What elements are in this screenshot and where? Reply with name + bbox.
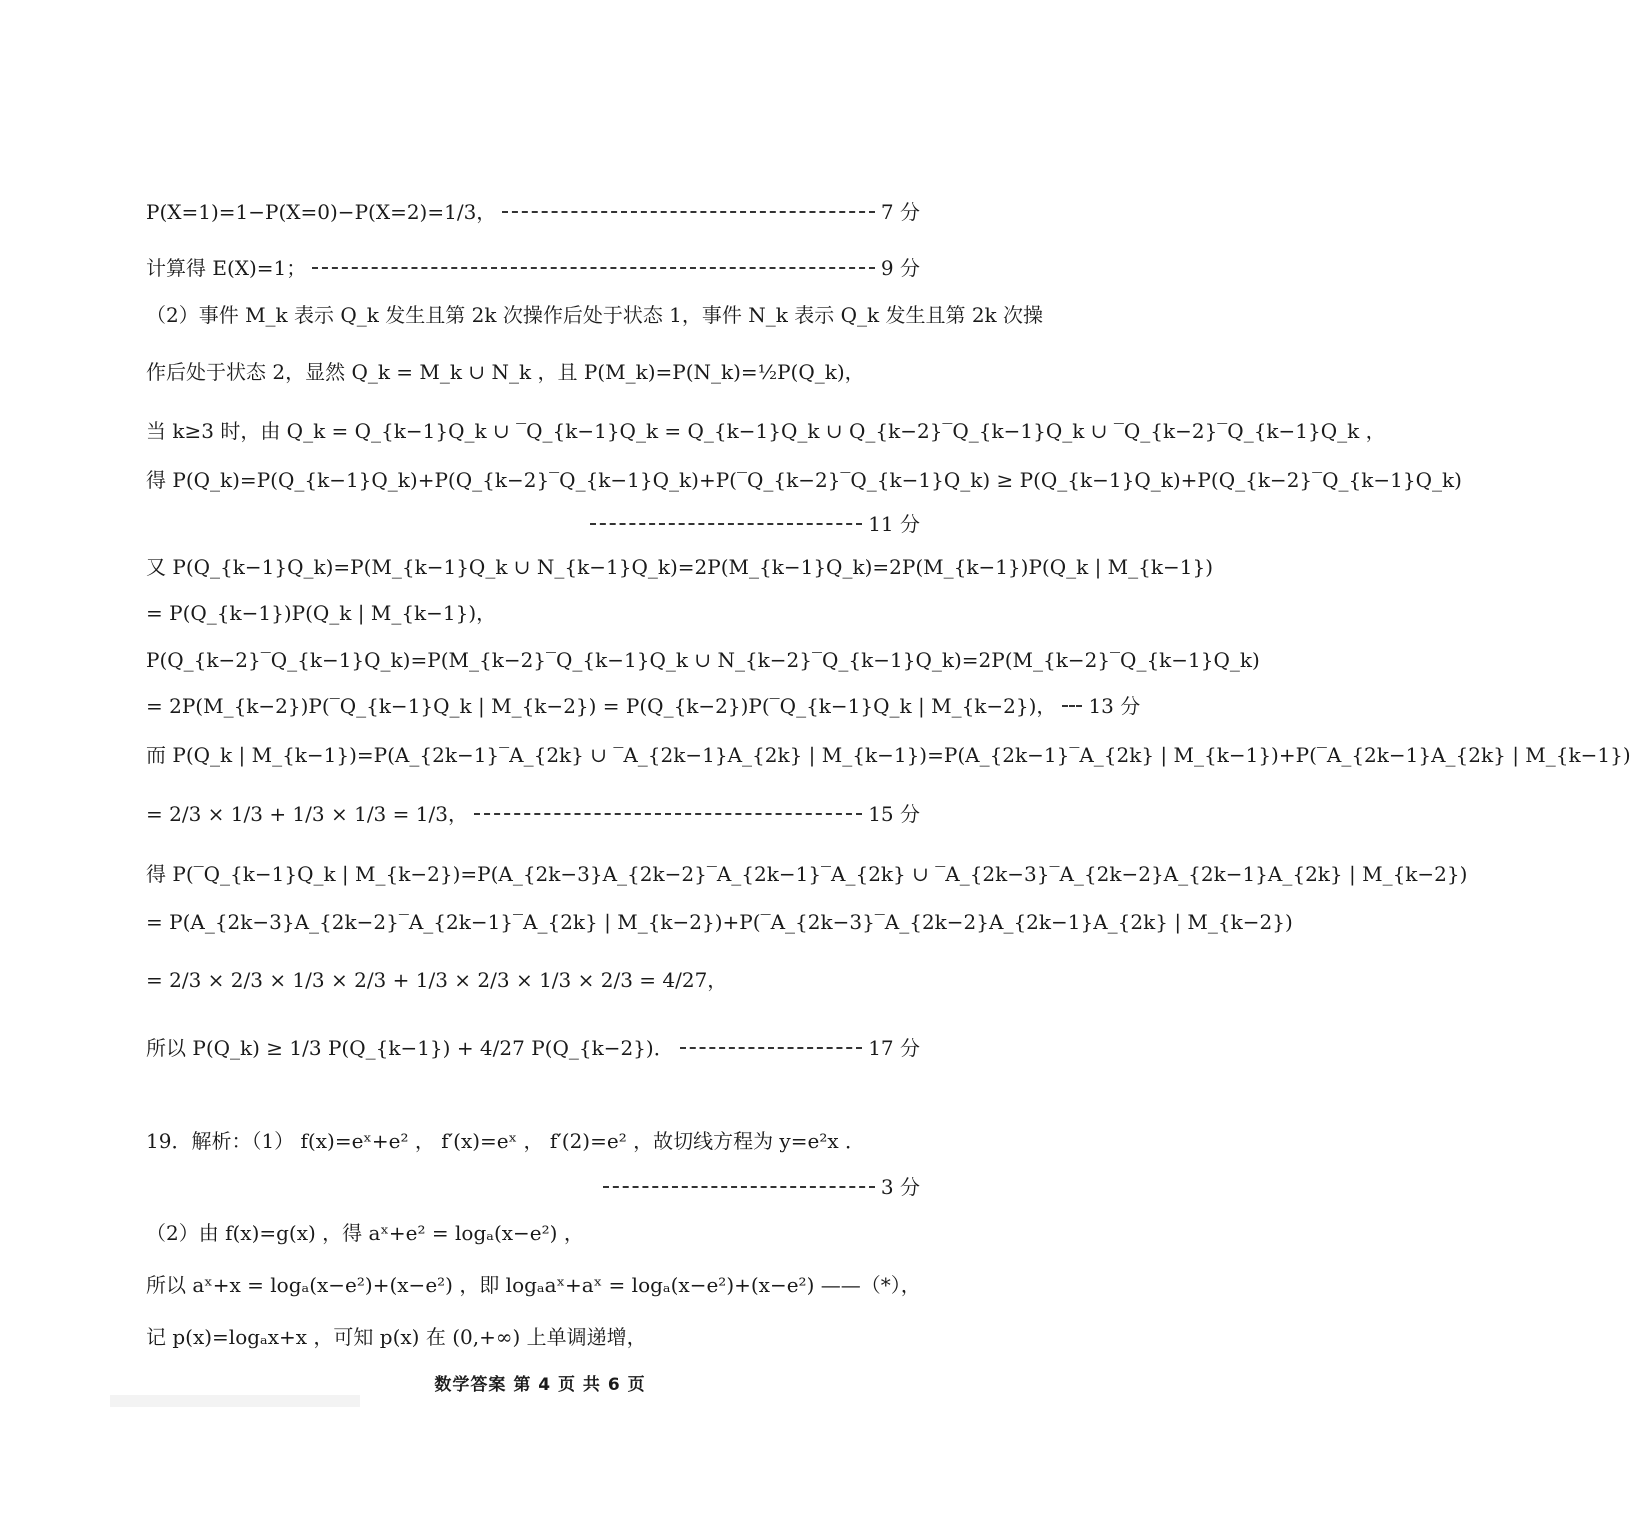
solution-line bbox=[146, 417, 1386, 445]
line-text: = 2/3 × 1/3 + 1/3 × 1/3 = 1/3， bbox=[146, 802, 468, 826]
score-label: 15 分 bbox=[868, 802, 920, 826]
solution-line bbox=[146, 510, 920, 538]
score-label: 9 分 bbox=[880, 256, 920, 280]
line-text: 所以 aˣ+x = logₐ(x−e²)+(x−e²) ，即 logₐaˣ+aˣ = logₐ(x−e²)+(x−e²) ——（*）， bbox=[146, 1273, 921, 1297]
solution-line bbox=[146, 1271, 920, 1299]
score-label: 7 分 bbox=[880, 200, 920, 224]
line-text: 又 P(Q_{k−1}Q_k)=P(M_{k−1}Q_k ∪ N_{k−1}Q_k)=2P(M_{k−1}Q_k)=2P(M_{k−1})P(Q_k | M_{k−1}) bbox=[146, 555, 1214, 579]
line-text: 记 p(x)=logₐx+x ，可知 p(x) 在 (0,+∞) 上单调递增， bbox=[146, 1325, 647, 1349]
dash-leader bbox=[1062, 705, 1082, 707]
solution-line bbox=[146, 254, 920, 282]
solution-line bbox=[146, 692, 1141, 720]
solution-line bbox=[146, 198, 920, 226]
solution-line bbox=[146, 301, 1044, 329]
page-footer: 数学答案 第 4 页 共 6 页 bbox=[434, 1375, 646, 1395]
dash-leader bbox=[590, 523, 862, 525]
solution-line bbox=[146, 1034, 920, 1062]
score-label: 13 分 bbox=[1088, 694, 1141, 718]
solution-line bbox=[146, 1173, 920, 1201]
solution-line bbox=[146, 800, 920, 828]
solution-line bbox=[146, 1219, 920, 1247]
line-text: = 2/3 × 2/3 × 1/3 × 2/3 + 1/3 × 2/3 × 1/3 × 2/3 = 4/27， bbox=[146, 968, 728, 992]
line-text: 得 P(Q_k)=P(Q_{k−1}Q_k)+P(Q_{k−2}‾Q_{k−1}Q_k)+P(‾Q_{k−2}‾Q_{k−1}Q_k) ≥ P(Q_{k−1}Q_k)+P(Q_{k−2}‾Q_{k−1}Q_k) bbox=[146, 468, 1462, 492]
line-text: = 2P(M_{k−2})P(‾Q_{k−1}Q_k | M_{k−2}) = P(Q_{k−2})P(‾Q_{k−1}Q_k | M_{k−2})， bbox=[146, 694, 1057, 718]
solution-line bbox=[146, 1127, 920, 1155]
line-text: 当 k≥3 时，由 Q_k = Q_{k−1}Q_k ∪ ‾Q_{k−1}Q_k = Q_{k−1}Q_k ∪ Q_{k−2}‾Q_{k−1}Q_k ∪ ‾Q_{k−2}‾Q_{k−1}Q_k ， bbox=[146, 419, 1386, 443]
line-text: 计算得 E(X)=1； bbox=[146, 256, 307, 280]
dash-leader bbox=[312, 267, 875, 269]
solution-line bbox=[146, 599, 920, 627]
solution-line bbox=[146, 741, 1631, 769]
line-text: = P(A_{2k−3}A_{2k−2}‾A_{2k−1}‾A_{2k} | M_{k−2})+P(‾A_{2k−3}‾A_{2k−2}A_{2k−1}A_{2k} | M_{k−2}) bbox=[146, 910, 1293, 934]
line-text: P(X=1)=1−P(X=0)−P(X=2)=1/3， bbox=[146, 200, 497, 224]
line-text: 19．解析：（1） f(x)=eˣ+e² ， f′(x)=eˣ ， f′(2)=e² ，故切线方程为 y=e²x ． bbox=[146, 1129, 865, 1153]
line-text: 而 P(Q_k | M_{k−1})=P(A_{2k−1}‾A_{2k} ∪ ‾A_{2k−1}A_{2k} | M_{k−1})=P(A_{2k−1}‾A_{2k} | M_{k−1})+P(‾A_{2k−1}A_{2k} | M_{k−1}) bbox=[146, 743, 1631, 767]
solution-line bbox=[146, 646, 1260, 674]
dash-leader bbox=[603, 1186, 875, 1188]
dash-leader bbox=[680, 1047, 862, 1049]
line-text: 作后处于状态 2，显然 Q_k = M_k ∪ N_k ，且 P(M_k)=P(N_k)=½P(Q_k)， bbox=[146, 360, 865, 384]
solution-line bbox=[146, 908, 1293, 936]
solution-line bbox=[146, 860, 1468, 888]
solution-line bbox=[146, 1323, 920, 1351]
line-text: 得 P(‾Q_{k−1}Q_k | M_{k−2})=P(A_{2k−3}A_{2k−2}‾A_{2k−1}‾A_{2k} ∪ ‾A_{2k−3}‾A_{2k−2}A_{2k−1}A_{2k} | M_{k−2}) bbox=[146, 862, 1468, 886]
score-label: 3 分 bbox=[880, 1175, 920, 1199]
line-text: 所以 P(Q_k) ≥ 1/3 P(Q_{k−1}) + 4/27 P(Q_{k−2})． bbox=[146, 1036, 674, 1060]
score-label: 17 分 bbox=[868, 1036, 920, 1060]
scan-smudge bbox=[110, 1395, 360, 1407]
score-label: 11 分 bbox=[868, 512, 920, 536]
line-text: = P(Q_{k−1})P(Q_k | M_{k−1})， bbox=[146, 601, 497, 625]
solution-line bbox=[146, 466, 1462, 494]
solution-line bbox=[146, 966, 920, 994]
line-text: （2）由 f(x)=g(x) ，得 aˣ+e² = logₐ(x−e²) ， bbox=[146, 1221, 584, 1245]
dash-leader bbox=[474, 813, 862, 815]
line-text: （2）事件 M_k 表示 Q_k 发生且第 2k 次操作后处于状态 1，事件 N_k 表示 Q_k 发生且第 2k 次操 bbox=[146, 303, 1044, 327]
solution-line bbox=[146, 553, 1214, 581]
line-text: P(Q_{k−2}‾Q_{k−1}Q_k)=P(M_{k−2}‾Q_{k−1}Q_k ∪ N_{k−2}‾Q_{k−1}Q_k)=2P(M_{k−2}‾Q_{k−1}Q_k) bbox=[146, 648, 1260, 672]
solution-line bbox=[146, 358, 920, 386]
dash-leader bbox=[502, 211, 875, 213]
